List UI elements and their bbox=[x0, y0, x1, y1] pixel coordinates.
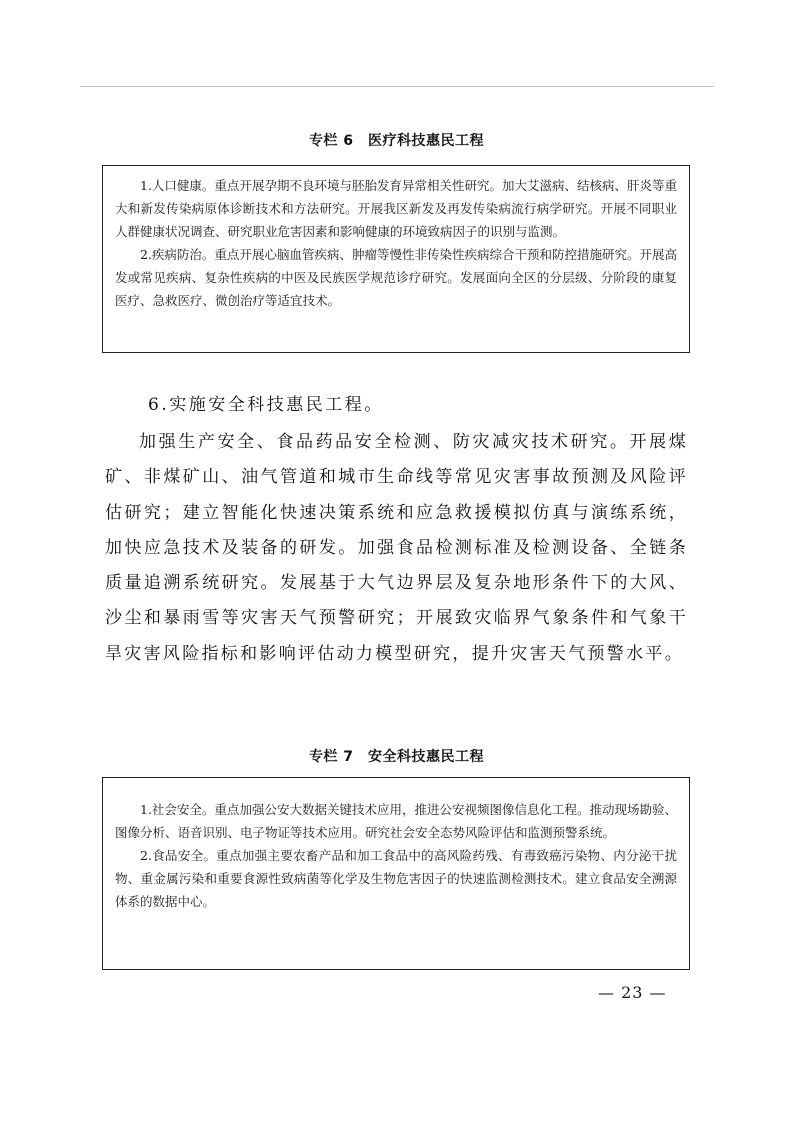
section6-heading: 6.实施安全科技惠民工程。 bbox=[148, 395, 384, 415]
box7-paragraph-1: 1.社会安全。重点加强公安大数据关键技术应用，推进公安视频图像信息化工程。推动现场勘验、图像分析、语音识别、电子物证等技术应用。研究社会安全态势风险评估和监测预警系统。 bbox=[115, 802, 677, 840]
box6-panel bbox=[102, 165, 690, 353]
page-number: — 23 — bbox=[598, 983, 667, 1002]
box6-title: 专栏 6 医疗科技惠民工程 bbox=[308, 133, 485, 149]
box7-panel bbox=[102, 777, 690, 970]
box6-paragraph-2: 2.疾病防治。重点开展心脑血管疾病、肿瘤等慢性非传染性疾病综合干预和防控措施研究。开展高发或常见疾病、复杂性疾病的中医及民族医学规范诊疗研究。发展面向全区的分层级、分阶段的康复医疗、急救医疗、微创治疗等适宜技术。 bbox=[115, 247, 677, 308]
header-rule bbox=[80, 86, 714, 87]
section6-paragraph: 加强生产安全、食品药品安全检测、防灾减灾技术研究。开展煤矿、非煤矿山、油气管道和城市生命线等常见灾害事故预测及风险评估研究；建立智能化快速决策系统和应急救援模拟仿真与演练系统，加快应急技术及装备的研发。加强食品检测标准及检测设备、全链条质量追溯系统研究。发展基于大气边界层及复杂地形条件下的大风、沙尘和暴雨雪等灾害天气预警研究；开展致灾临界气象条件和气象干旱灾害风险指标和影响评估动力模型研究，提升灾害天气预警水平。 bbox=[105, 432, 688, 664]
box7-paragraph-2: 2.食品安全。重点加强主要农畜产品和加工食品中的高风险药残、有毒致癌污染物、内分泌干扰物、重金属污染和重要食源性致病菌等化学及生物危害因子的快速监测检测技术。建立食品安全溯源体系的数据中心。 bbox=[115, 848, 677, 909]
box6-paragraph-1: 1.人口健康。重点开展孕期不良环境与胚胎发育异常相关性研究。加大艾滋病、结核病、肝炎等重大和新发传染病原体诊断技术和方法研究。开展我区新发及再发传染病流行病学研究。开展不同职业人群健康状况调查、研究职业危害因素和影响健康的环境致病因子的识别与监测。 bbox=[115, 178, 677, 239]
section6-body bbox=[105, 425, 688, 672]
box7-title: 专栏 7 安全科技惠民工程 bbox=[308, 749, 485, 765]
